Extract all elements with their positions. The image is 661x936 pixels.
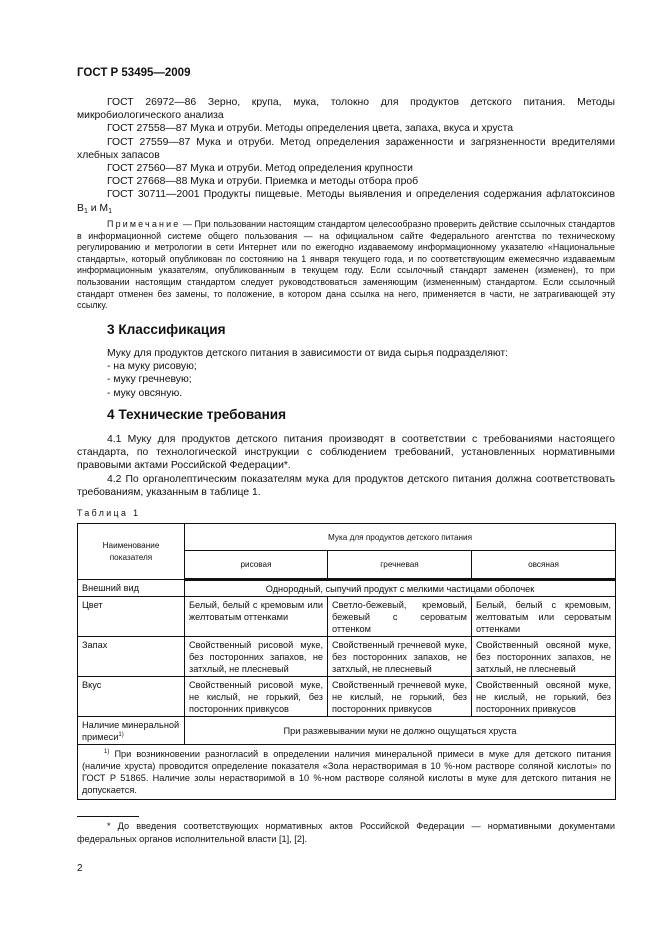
list-item: - муку гречневую; [107,374,192,386]
header-indicator-name: Наименование показателя [78,524,185,580]
table-row: Внешний вид Однородный, сыпучий продукт с мелкими частицами оболочек [78,580,616,597]
table-row: Вкус Свойственный рисовой муке, не кислый, не горький, без посторонних привкусов Свойственный гречневой муке, не кислый, не горький, без посторонних привкусов Свойственный овсяной муке, не кислый, не горький, без посторонних привкусов [78,677,616,717]
header-rice: рисовая [185,551,328,580]
table-row: Наличие минеральной примеси$^{1)}$ При разжевывании муки не должно ощущаться хруста [78,717,616,745]
header-buckwheat: гречневая [328,551,472,580]
header-oat: овсяная [472,551,616,580]
section-4-heading: 4 Технические требования [107,407,287,422]
clause-4-2: 4.2 По органолептическим показателям мука для продуктов детского питания должна соответствовать требованиям, указанным в таблице 1. [77,473,615,498]
list-item: - на муку рисовую; [107,361,197,373]
reference-item: ГОСТ 27668—88 Мука и отруби. Приемка и методы отбора проб [107,176,419,188]
note-block [77,219,615,312]
table-caption: Таблица 1 [77,508,141,518]
table-row: Запах Свойственный рисовой муке, без посторонних запахов, не затхлый, не плесневый Свойственный гречневой муке, без посторонних запахов, не затхлый, не плесневый Свойственный овсяной муке, без посторонних запахов, не затхлый, не плесневый [78,637,616,677]
reference-item: ГОСТ 27559—87 Мука и отруби. Метод определения зараженности и загрязненности вредителями хлебных запасов [77,136,616,161]
table-footnote-row: $^{1)}$ При возникновении разногласий в определении наличия минеральной примеси в муке для детского питания (наличие хруста) проводится определение показателя «Зола нерастворимая в 10 %-ном растворе соляной кислоты» по ГОСТ Р 51865. Наличие золы нерастворимой в 10 %-ном растворе соляной кислоты в муке для детского питания не допускается. [78,745,616,800]
reference-item: ГОСТ 27558—87 Мука и отруби. Методы определения цвета, запаха, вкуса и хруста [107,123,514,135]
table-1 [77,523,616,800]
header-group: Мука для продуктов детского питания [185,524,616,551]
section-3-body: Муку для продуктов детского питания в зависимости от вида сырья подразделяют: - на муку рисовую; - муку гречневую; - муку овсяную. [107,347,615,400]
reference-item: ГОСТ 30711—2001 Продукты пищевые. Методы выявления и определения содержания афлатоксинов $B_1$ и $M_1$ [77,189,615,215]
section-4-body [77,433,615,499]
clause-4-1: 4.1 Муку для продуктов детского питания производят в соответствии с требованиями настоящего стандарта, по технологической инструкции с соблюдением требований, установленных нормативными правовыми актами Российской Федерации*. [77,434,615,472]
page-footnote: * До введения соответствующих нормативных актов Российской Федерации — нормативными документами федеральных органов исполнительной власти [1], [2]. [77,821,615,844]
document-header: ГОСТ Р 53495—2009 [77,67,191,79]
table-header-row [78,524,616,551]
page-number: 2 [77,863,83,874]
note-text: — При пользовании настоящим стандартом целесообразно проверить действие ссылочных стандартов в информационной системе общего пользования — на официальном сайте Федерального агентства по техническому регулированию и метрологии в сети Интернет или по ежегодно издаваемому информационному указателю «Национальные стандарты», который опубликован по состоянию на 1 января текущего года, и по соответствующим ежемесячно издаваемым информационным указателям, опубликованным в текущем году. Если ссылочный стандарт заменен (изменен), то при пользовании настоящим стандартом следует руководствоваться заменяющим (измененным) стандартом. Если ссылочный стандарт отменен без замены, то положение, в котором дана ссылка на него, применяется в части, не затрагивающей эту ссылку. [77,219,615,311]
reference-item: ГОСТ 27560—87 Мука и отруби. Метод определения крупности [107,163,413,175]
list-item: - муку овсяную. [107,387,183,399]
note-label: Примечание [107,219,181,229]
reference-item: ГОСТ 26972—86 Зерно, крупа, мука, толокно для продуктов детского питания. Методы микробиологического анализа [77,97,615,122]
normative-references [77,96,615,215]
table-row: Цвет Белый, белый с кремовым или желтоватым оттенками Светло-бежевый, кремовый, бежевый с сероватым оттенком Белый, белый с кремовым, желтоватым или сероватым оттенками [78,597,616,637]
section-3-heading: 3 Классификация [107,322,226,337]
footnote-divider [77,816,139,817]
